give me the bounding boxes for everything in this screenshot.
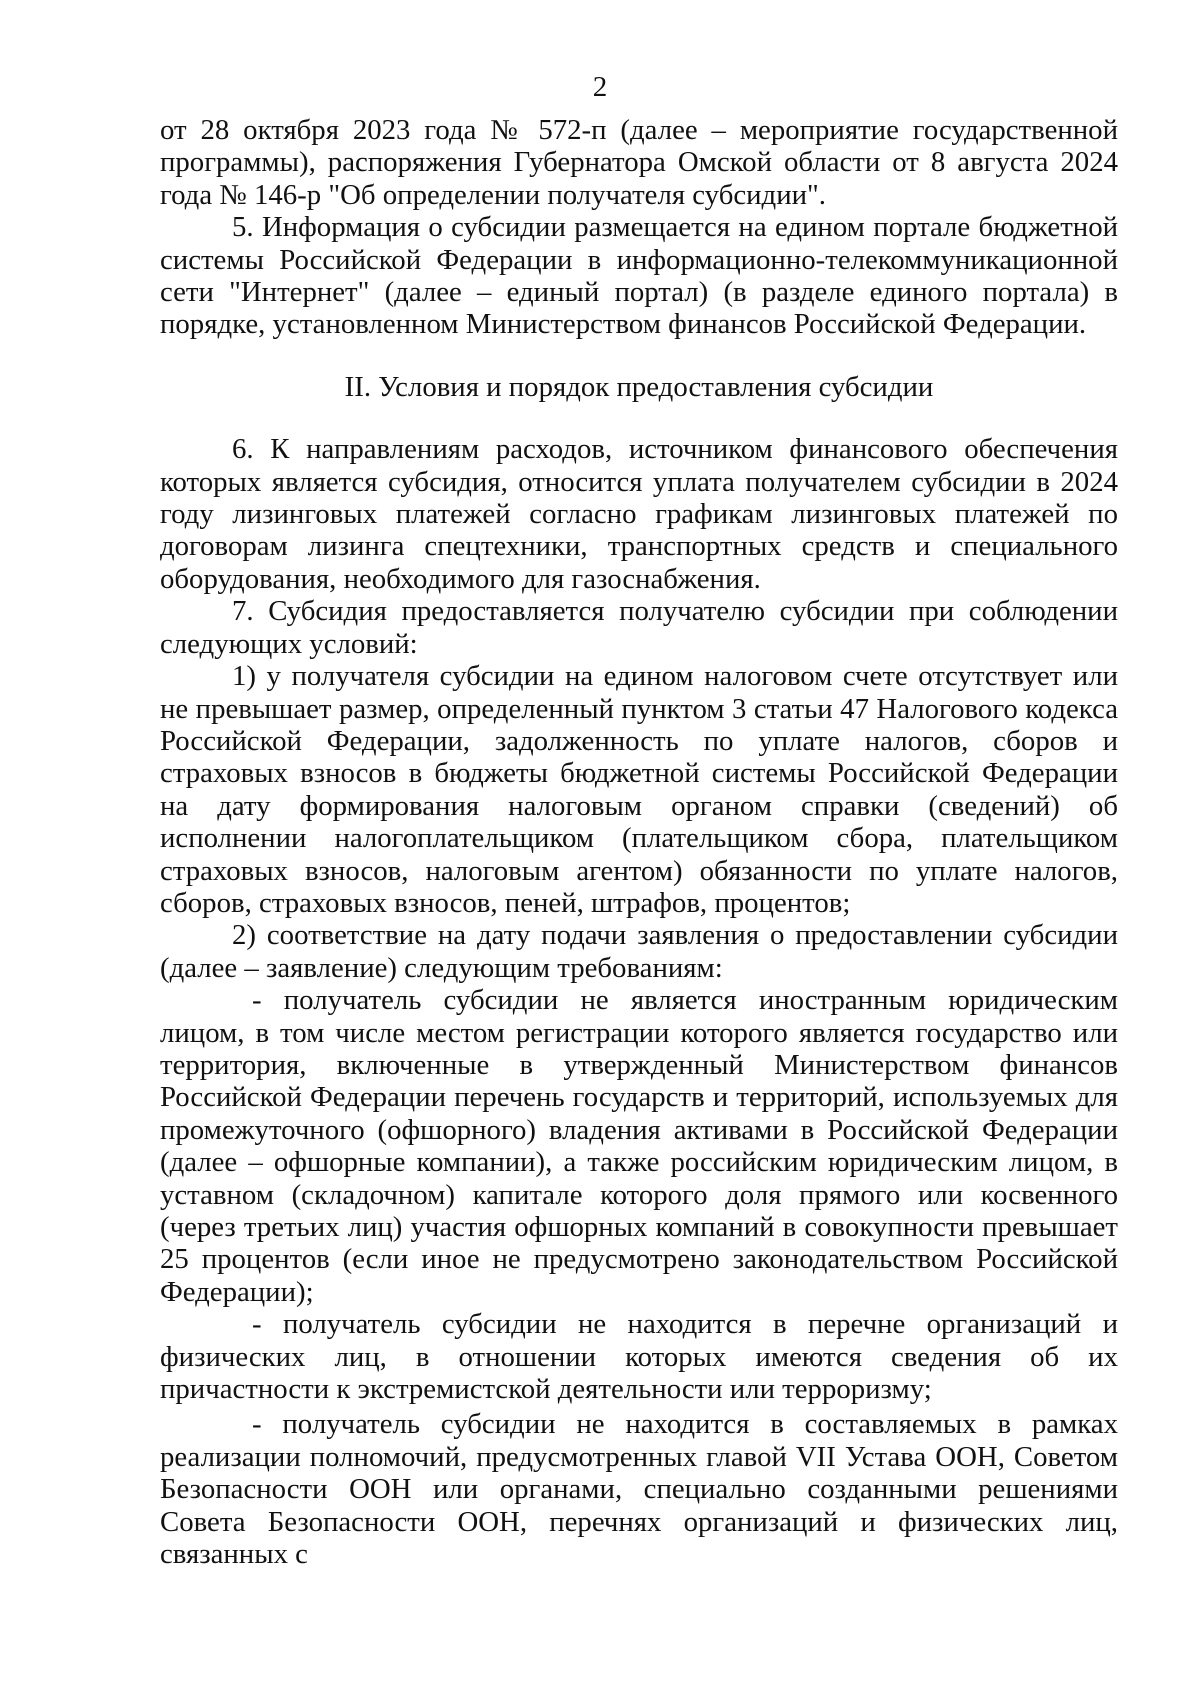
requirement-extremism: - получатель субсидии не находится в перечне организаций и физических лиц, в отношении которых имеются сведения об их причастности к экстремистской деятельности или терроризму;	[160, 1308, 1118, 1406]
requirement-un-sanctions: - получатель субсидии не находится в составляемых в рамках реализации полномочий, предусмотренных главой VII Устава ООН, Советом Безопасности ООН или органами, специально созданными решениями Совета Безопасности ООН, перечнях организаций и физических лиц, связанных с	[160, 1408, 1118, 1571]
paragraph-5: 5. Информация о субсидии размещается на едином портале бюджетной системы Российской Федерации в информационно-телекоммуникационной сети "Интернет" (далее – единый портал) (в разделе единого портала) в порядке, установленном Министерством финансов Российской Федерации.	[160, 211, 1118, 341]
section-heading: II. Условия и порядок предоставления субсидии	[344, 370, 934, 403]
paragraph-7: 7. Субсидия предоставляется получателю субсидии при соблюдении следующих условий:	[160, 595, 1118, 660]
paragraph-7-item-1: 1) у получателя субсидии на едином налоговом счете отсутствует или не превышает размер, определенный пунктом 3 статьи 47 Налогового кодекса Российской Федерации, задолженность по уплате налогов, сборов и страховых взносов в бюджеты бюджетной системы Российской Федерации на дату формирования налоговым органом справки (сведений) об исполнении налогоплательщиком (плательщиком сбора, плательщиком страховых взносов, налоговым агентом) обязанности по уплате налогов, сборов, страховых взносов, пеней, штрафов, процентов;	[160, 660, 1118, 919]
page-number: 2	[592, 71, 608, 103]
paragraph-6: 6. К направлениям расходов, источником финансового обеспечения которых является субсидия, относится уплата получателем субсидии в 2024 году лизинговых платежей согласно графикам лизинговых платежей по договорам лизинга спецтехники, транспортных средств и специального оборудования, необходимого для газоснабжения.	[160, 433, 1118, 595]
document-body	[160, 114, 1118, 1570]
paragraph-7-item-2: 2) соответствие на дату подачи заявления о предоставлении субсидии (далее – заявление) следующим требованиям:	[160, 919, 1118, 984]
requirement-offshore: - получатель субсидии не является иностранным юридическим лицом, в том числе местом регистрации которого является государство или территория, включенные в утвержденный Министерством финансов Российской Федерации перечень государств и территорий, используемых для промежуточного (офшорного) владения активами в Российской Федерации (далее – офшорные компании), а также российским юридическим лицом, в уставном (складочном) капитале которого доля прямого или косвенного (через третьих лиц) участия офшорных компаний в совокупности превышает 25 процентов (если иное не предусмотрено законодательством Российской Федерации);	[160, 984, 1118, 1308]
paragraph-continuation: от 28 октября 2023 года № 572-п (далее – мероприятие государственной программы), распоряжения Губернатора Омской области от 8 августа 2024 года № 146-р "Об определении получателя субсидии".	[160, 114, 1118, 211]
